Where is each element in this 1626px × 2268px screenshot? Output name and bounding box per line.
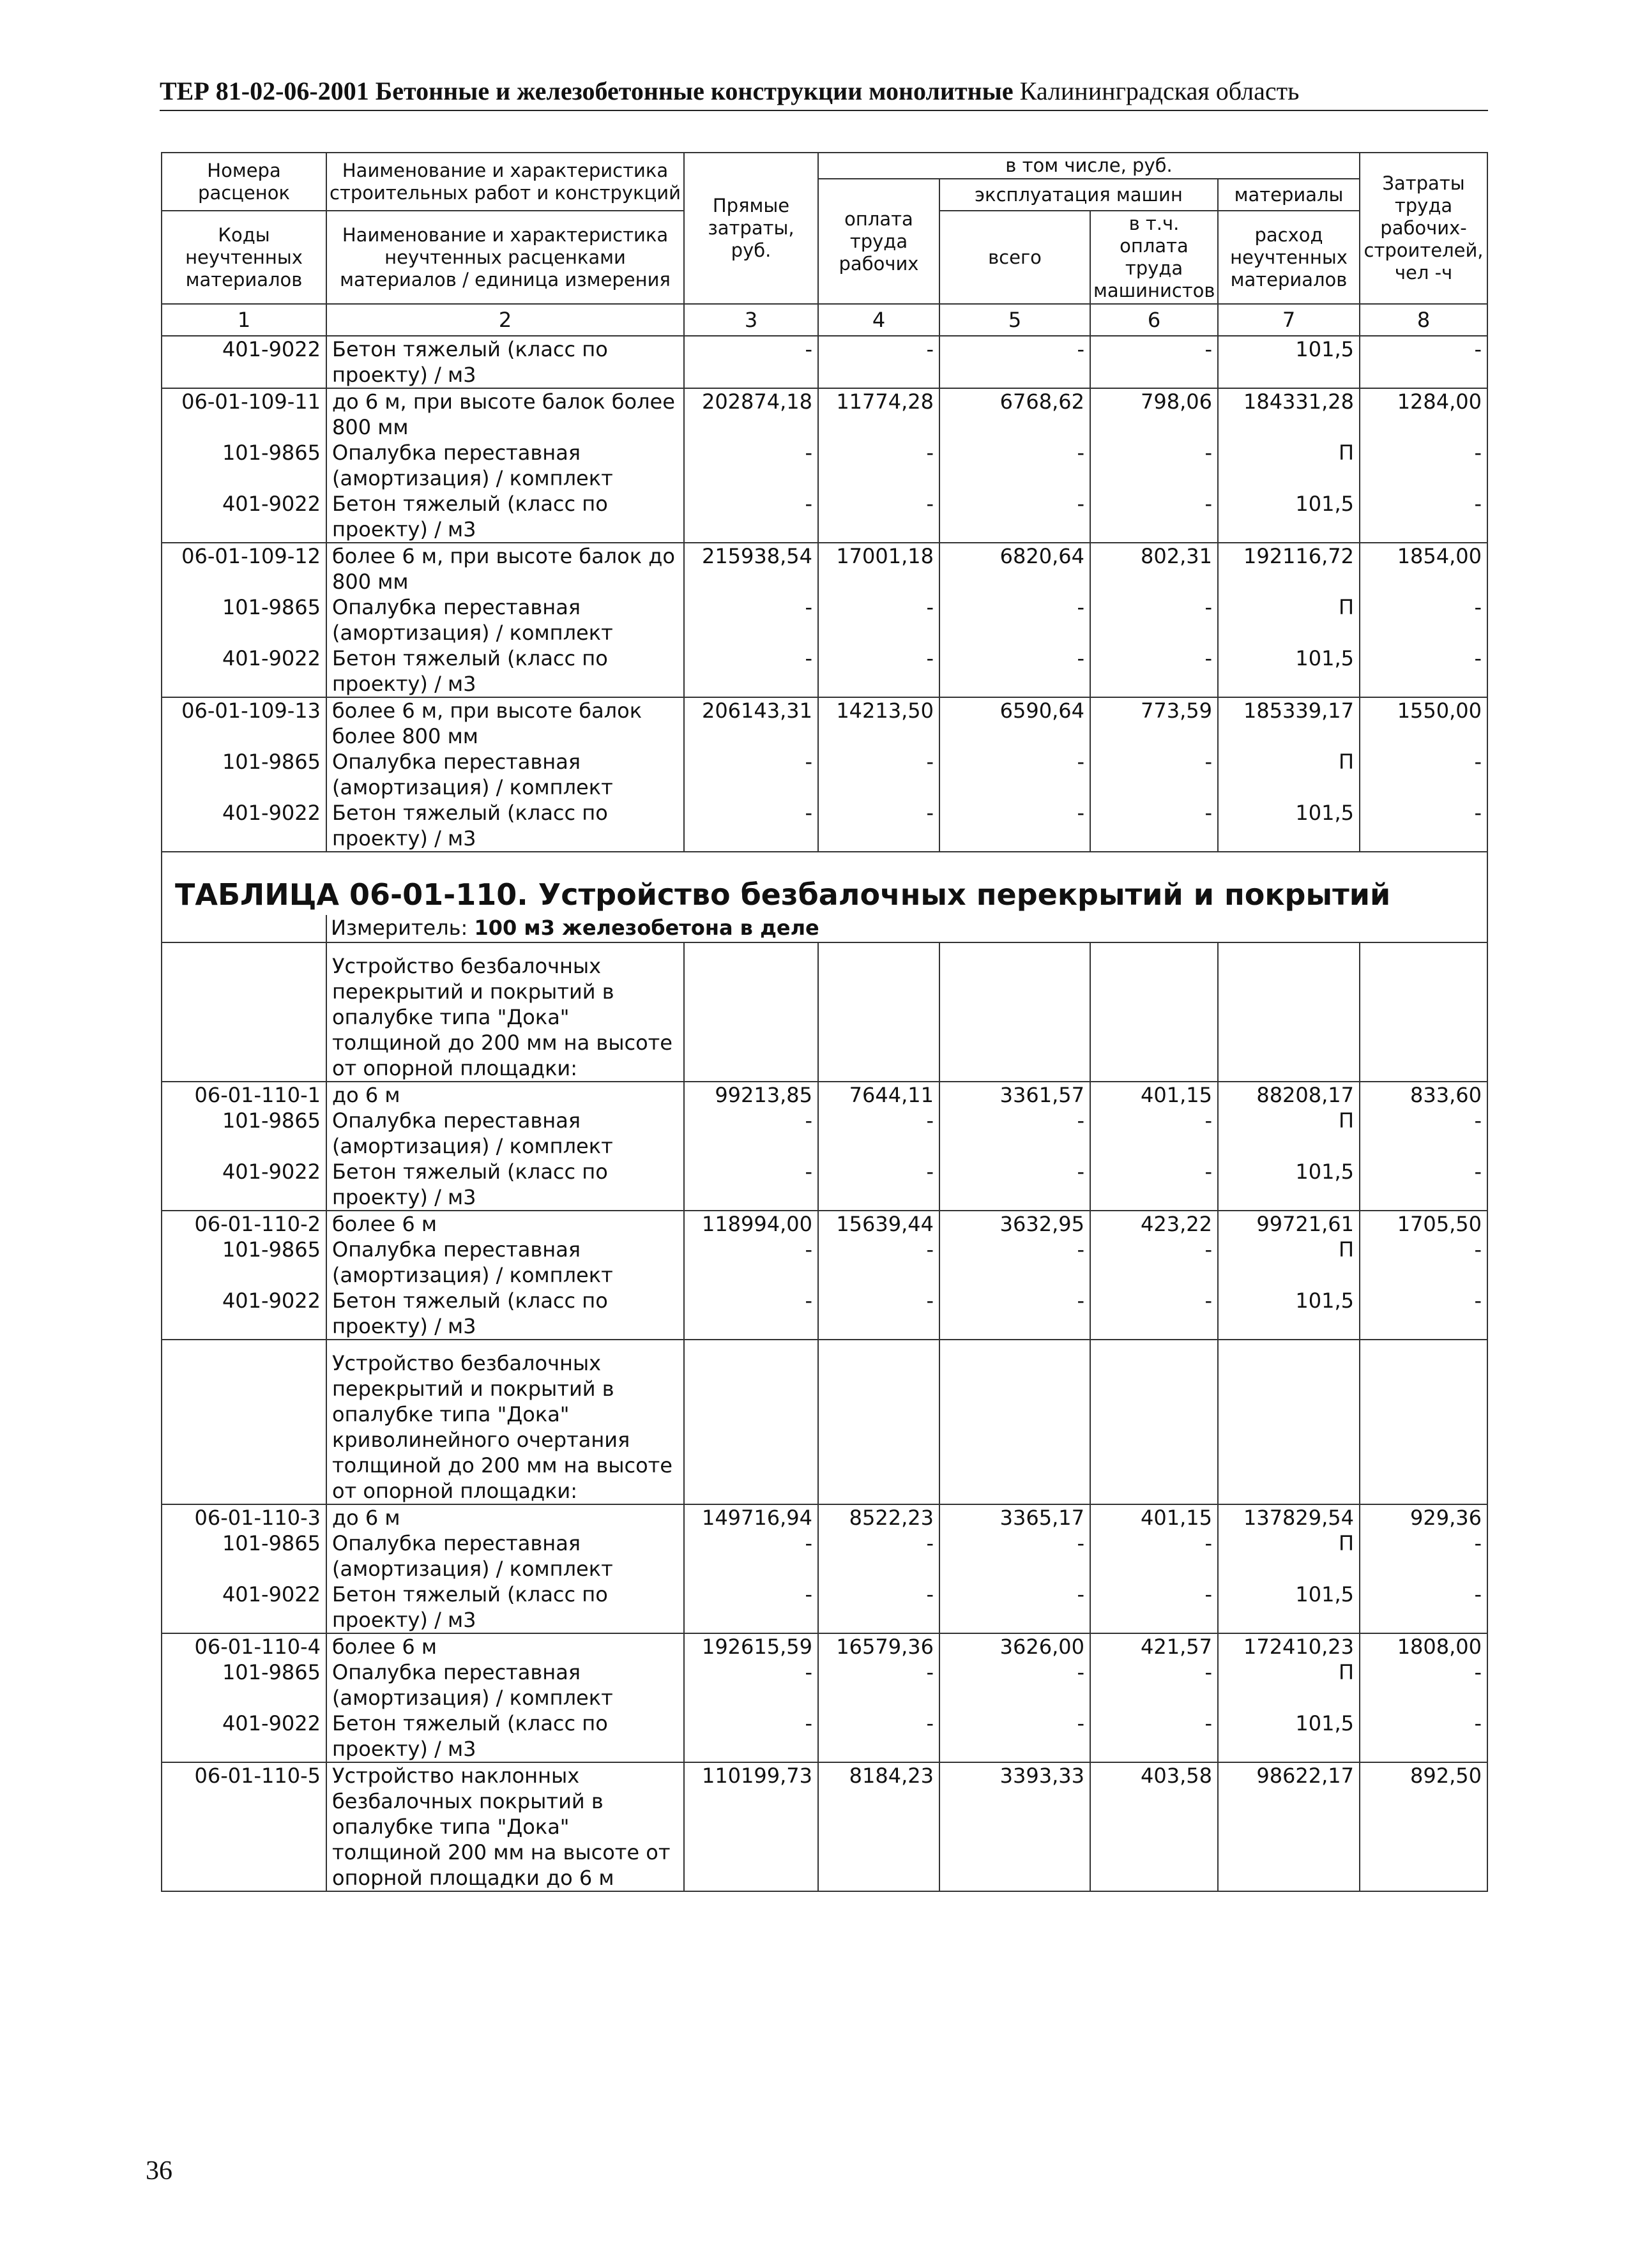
value-cell-c5: - bbox=[939, 336, 1090, 388]
value-cell-c4: - bbox=[818, 491, 939, 543]
value-cell-c5: - bbox=[939, 1711, 1090, 1762]
value-cell-c8: - bbox=[1360, 1711, 1487, 1762]
value-cell-c4: - bbox=[818, 1711, 939, 1762]
col-number: 4 bbox=[818, 304, 939, 336]
rate-code-cell: 401-9022 bbox=[162, 336, 326, 388]
value-cell-c7: 184331,28 bbox=[1218, 388, 1360, 440]
table-row bbox=[162, 1237, 1487, 1288]
value-cell-c5: - bbox=[939, 440, 1090, 491]
measure-empty-cell bbox=[162, 915, 326, 942]
value-cell-c6: 403,58 bbox=[1090, 1762, 1218, 1891]
section-intro-curved: Устройство безбалочных перекрытий и покрытий в опалубке типа "Дока" криволинейного очертания толщиной до 200 мм на высоте от опорной площадки: bbox=[326, 1340, 684, 1504]
rate-code-cell: 401-9022 bbox=[162, 1711, 326, 1762]
value-cell-c4: - bbox=[818, 1531, 939, 1582]
value-cell-c3: 215938,54 bbox=[684, 543, 818, 594]
value-cell-c4: 15639,44 bbox=[818, 1211, 939, 1237]
description-cell: Бетон тяжелый (класс по проекту) / м3 bbox=[326, 1288, 684, 1340]
value-cell-c8: - bbox=[1360, 1659, 1487, 1711]
col-header-machines-total: всего bbox=[939, 211, 1090, 304]
value-cell-c7: 101,5 bbox=[1218, 491, 1360, 543]
value-cell-c8: - bbox=[1360, 1288, 1487, 1340]
value-cell-c3: - bbox=[684, 1582, 818, 1633]
value-cell-c7: 88208,17 bbox=[1218, 1082, 1360, 1108]
page-number: 36 bbox=[146, 2156, 172, 2186]
description-cell: до 6 м bbox=[326, 1082, 684, 1108]
intro-empty-cell bbox=[1218, 942, 1360, 1082]
rate-code-cell: 101-9865 bbox=[162, 440, 326, 491]
table-row bbox=[162, 1711, 1487, 1762]
value-cell-c6: - bbox=[1090, 800, 1218, 852]
description-cell: Бетон тяжелый (класс по проекту) / м3 bbox=[326, 646, 684, 697]
rate-code-cell: 06-01-110-5 bbox=[162, 1762, 326, 1891]
description-cell: Опалубка переставная (амортизация) / комплект bbox=[326, 1237, 684, 1288]
description-cell: Бетон тяжелый (класс по проекту) / м3 bbox=[326, 1582, 684, 1633]
table-row bbox=[162, 1288, 1487, 1340]
value-cell-c4: - bbox=[818, 1582, 939, 1633]
value-cell-c8: 833,60 bbox=[1360, 1082, 1487, 1108]
value-cell-c7: 101,5 bbox=[1218, 800, 1360, 852]
measure-line bbox=[326, 915, 1487, 942]
table-row bbox=[162, 800, 1487, 852]
col-header-operator-wages: в т.ч. оплата труда машинистов bbox=[1090, 211, 1218, 304]
value-cell-c7: П bbox=[1218, 1531, 1360, 1582]
value-cell-c3: - bbox=[684, 749, 818, 800]
rate-code-cell: 06-01-109-13 bbox=[162, 697, 326, 749]
table-row bbox=[162, 594, 1487, 646]
intro-empty-cell bbox=[684, 942, 818, 1082]
col-number: 7 bbox=[1218, 304, 1360, 336]
value-cell-c8: 1808,00 bbox=[1360, 1633, 1487, 1659]
value-cell-c4: - bbox=[818, 646, 939, 697]
table-header bbox=[162, 153, 1487, 336]
value-cell-c4: - bbox=[818, 1237, 939, 1288]
table-row bbox=[162, 646, 1487, 697]
value-cell-c4: - bbox=[818, 1288, 939, 1340]
table-row bbox=[162, 1211, 1487, 1237]
value-cell-c7: 137829,54 bbox=[1218, 1504, 1360, 1531]
description-cell: Бетон тяжелый (класс по проекту) / м3 bbox=[326, 1711, 684, 1762]
table-110-title: ТАБЛИЦА 06-01-110. Устройство безбалочных перекрытий и покрытий bbox=[162, 852, 1487, 915]
value-cell-c8: 1854,00 bbox=[1360, 543, 1487, 594]
value-cell-c4: - bbox=[818, 336, 939, 388]
value-cell-c3: - bbox=[684, 440, 818, 491]
value-cell-c7: 101,5 bbox=[1218, 336, 1360, 388]
intro-empty-cell bbox=[684, 1340, 818, 1504]
table-row bbox=[162, 1659, 1487, 1711]
value-cell-c3: - bbox=[684, 594, 818, 646]
value-cell-c3: - bbox=[684, 1711, 818, 1762]
col-header-including: в том числе, руб. bbox=[818, 153, 1360, 179]
value-cell-c3: - bbox=[684, 1288, 818, 1340]
value-cell-c6: - bbox=[1090, 440, 1218, 491]
intro-empty-cell bbox=[162, 942, 326, 1082]
value-cell-c6: 773,59 bbox=[1090, 697, 1218, 749]
description-cell: до 6 м, при высоте балок более 800 мм bbox=[326, 388, 684, 440]
value-cell-c8: - bbox=[1360, 1237, 1487, 1288]
value-cell-c5: - bbox=[939, 800, 1090, 852]
description-cell: Бетон тяжелый (класс по проекту) / м3 bbox=[326, 1159, 684, 1211]
value-cell-c5: - bbox=[939, 1582, 1090, 1633]
value-cell-c4: 11774,28 bbox=[818, 388, 939, 440]
value-cell-c7: 99721,61 bbox=[1218, 1211, 1360, 1237]
value-cell-c6: - bbox=[1090, 491, 1218, 543]
rate-code-cell: 401-9022 bbox=[162, 646, 326, 697]
value-cell-c3: 192615,59 bbox=[684, 1633, 818, 1659]
col-number: 2 bbox=[326, 304, 684, 336]
col-number: 1 bbox=[162, 304, 326, 336]
value-cell-c5: - bbox=[939, 1159, 1090, 1211]
value-cell-c3: - bbox=[684, 800, 818, 852]
column-numbers-row bbox=[162, 304, 1487, 336]
value-cell-c8: 892,50 bbox=[1360, 1762, 1487, 1891]
description-cell: Бетон тяжелый (класс по проекту) / м3 bbox=[326, 491, 684, 543]
value-cell-c6: - bbox=[1090, 1531, 1218, 1582]
value-cell-c7: 172410,23 bbox=[1218, 1633, 1360, 1659]
value-cell-c5: 6820,64 bbox=[939, 543, 1090, 594]
measure-label: Измеритель: bbox=[331, 916, 468, 940]
value-cell-c5: 6590,64 bbox=[939, 697, 1090, 749]
col-header-material-codes: Коды неучтенных материалов bbox=[162, 211, 326, 304]
intro-empty-cell bbox=[1090, 942, 1218, 1082]
value-cell-c7: 101,5 bbox=[1218, 1582, 1360, 1633]
value-cell-c5: 3365,17 bbox=[939, 1504, 1090, 1531]
rate-code-cell: 401-9022 bbox=[162, 1159, 326, 1211]
value-cell-c7: 101,5 bbox=[1218, 1288, 1360, 1340]
value-cell-c5: 3626,00 bbox=[939, 1633, 1090, 1659]
table-row bbox=[162, 543, 1487, 594]
table-row bbox=[162, 697, 1487, 749]
rate-code-cell: 06-01-109-11 bbox=[162, 388, 326, 440]
value-cell-c8: - bbox=[1360, 800, 1487, 852]
value-cell-c6: 423,22 bbox=[1090, 1211, 1218, 1237]
intro-empty-cell bbox=[818, 1340, 939, 1504]
value-cell-c4: 16579,36 bbox=[818, 1633, 939, 1659]
value-cell-c7: П bbox=[1218, 1237, 1360, 1288]
value-cell-c7: 192116,72 bbox=[1218, 543, 1360, 594]
value-cell-c7: П bbox=[1218, 594, 1360, 646]
value-cell-c8: 1284,00 bbox=[1360, 388, 1487, 440]
table-row bbox=[162, 1531, 1487, 1582]
table-row bbox=[162, 1159, 1487, 1211]
value-cell-c5: 3632,95 bbox=[939, 1211, 1090, 1237]
value-cell-c4: 8522,23 bbox=[818, 1504, 939, 1531]
col-number: 5 bbox=[939, 304, 1090, 336]
rows-table-110-flat bbox=[162, 1082, 1487, 1340]
intro-empty-cell bbox=[939, 942, 1090, 1082]
value-cell-c6: 401,15 bbox=[1090, 1082, 1218, 1108]
value-cell-c6: - bbox=[1090, 749, 1218, 800]
rate-code-cell: 101-9865 bbox=[162, 749, 326, 800]
rate-code-cell: 101-9865 bbox=[162, 594, 326, 646]
col-header-rate-numbers: Номера расценок bbox=[162, 153, 326, 211]
value-cell-c3: 118994,00 bbox=[684, 1211, 818, 1237]
measure-value: 100 м3 железобетона в деле bbox=[474, 916, 819, 940]
description-cell: Бетон тяжелый (класс по проекту) / м3 bbox=[326, 336, 684, 388]
section-curved-heading bbox=[162, 1340, 1487, 1504]
value-cell-c7: 101,5 bbox=[1218, 646, 1360, 697]
table-110-heading bbox=[162, 852, 1487, 1082]
value-cell-c7: П bbox=[1218, 749, 1360, 800]
col-header-direct-costs: Прямые затраты, руб. bbox=[684, 153, 818, 304]
value-cell-c6: 421,57 bbox=[1090, 1633, 1218, 1659]
table-row bbox=[162, 1762, 1487, 1891]
value-cell-c8: - bbox=[1360, 1531, 1487, 1582]
rate-code-cell: 401-9022 bbox=[162, 800, 326, 852]
col-header-material-name: Наименование и характеристика неучтенных расценками материалов / единица измерения bbox=[326, 211, 684, 304]
rate-code-cell: 101-9865 bbox=[162, 1237, 326, 1288]
description-cell: Опалубка переставная (амортизация) / комплект bbox=[326, 440, 684, 491]
value-cell-c5: - bbox=[939, 594, 1090, 646]
col-header-worker-wages: оплата труда рабочих bbox=[818, 179, 939, 304]
rate-code-cell: 101-9865 bbox=[162, 1659, 326, 1711]
col-header-work-name: Наименование и характеристика строительных работ и конструкций bbox=[326, 153, 684, 211]
value-cell-c3: - bbox=[684, 336, 818, 388]
value-cell-c7: 101,5 bbox=[1218, 1159, 1360, 1211]
table-row bbox=[162, 491, 1487, 543]
value-cell-c6: - bbox=[1090, 1159, 1218, 1211]
rate-code-cell: 06-01-110-2 bbox=[162, 1211, 326, 1237]
header-region: Калининградская область bbox=[1019, 77, 1300, 105]
value-cell-c4: 14213,50 bbox=[818, 697, 939, 749]
section-intro-flat: Устройство безбалочных перекрытий и покрытий в опалубке типа "Дока" толщиной до 200 мм на высоте от опорной площадки: bbox=[326, 942, 684, 1082]
intro-empty-cell bbox=[1090, 1340, 1218, 1504]
value-cell-c5: - bbox=[939, 491, 1090, 543]
value-cell-c3: - bbox=[684, 646, 818, 697]
description-cell: более 6 м bbox=[326, 1633, 684, 1659]
table-row bbox=[162, 1108, 1487, 1159]
description-cell: более 6 м, при высоте балок до 800 мм bbox=[326, 543, 684, 594]
rate-code-cell: 06-01-110-1 bbox=[162, 1082, 326, 1108]
value-cell-c5: - bbox=[939, 1659, 1090, 1711]
value-cell-c5: 3393,33 bbox=[939, 1762, 1090, 1891]
value-cell-c8: - bbox=[1360, 646, 1487, 697]
value-cell-c8: - bbox=[1360, 440, 1487, 491]
table-row bbox=[162, 749, 1487, 800]
value-cell-c8: - bbox=[1360, 1159, 1487, 1211]
description-cell: Опалубка переставная (амортизация) / комплект bbox=[326, 594, 684, 646]
table-row bbox=[162, 1582, 1487, 1633]
value-cell-c4: - bbox=[818, 1108, 939, 1159]
rows-table-109 bbox=[162, 336, 1487, 852]
value-cell-c6: - bbox=[1090, 1659, 1218, 1711]
table-row bbox=[162, 1082, 1487, 1108]
description-cell: более 6 м, при высоте балок более 800 мм bbox=[326, 697, 684, 749]
table-row bbox=[162, 1633, 1487, 1659]
value-cell-c3: 99213,85 bbox=[684, 1082, 818, 1108]
table-row bbox=[162, 440, 1487, 491]
value-cell-c6: - bbox=[1090, 1288, 1218, 1340]
value-cell-c4: - bbox=[818, 800, 939, 852]
value-cell-c8: 1550,00 bbox=[1360, 697, 1487, 749]
value-cell-c6: 798,06 bbox=[1090, 388, 1218, 440]
value-cell-c6: - bbox=[1090, 646, 1218, 697]
value-cell-c4: - bbox=[818, 440, 939, 491]
value-cell-c6: - bbox=[1090, 1711, 1218, 1762]
rate-code-cell: 101-9865 bbox=[162, 1531, 326, 1582]
value-cell-c4: 8184,23 bbox=[818, 1762, 939, 1891]
table-row bbox=[162, 336, 1487, 388]
rate-code-cell: 101-9865 bbox=[162, 1108, 326, 1159]
value-cell-c4: - bbox=[818, 1659, 939, 1711]
value-cell-c8: - bbox=[1360, 1108, 1487, 1159]
col-number: 8 bbox=[1360, 304, 1487, 336]
rates-table bbox=[161, 152, 1488, 1892]
intro-empty-cell bbox=[939, 1340, 1090, 1504]
description-cell: Опалубка переставная (амортизация) / комплект bbox=[326, 1659, 684, 1711]
value-cell-c5: - bbox=[939, 646, 1090, 697]
rate-code-cell: 401-9022 bbox=[162, 491, 326, 543]
table-row bbox=[162, 1504, 1487, 1531]
description-cell: Опалубка переставная (амортизация) / комплект bbox=[326, 1531, 684, 1582]
value-cell-c3: - bbox=[684, 491, 818, 543]
description-cell: Устройство наклонных безбалочных покрытий в опалубке типа "Дока" толщиной 200 мм на высоте от опорной площадки до 6 м bbox=[326, 1762, 684, 1891]
rate-code-cell: 401-9022 bbox=[162, 1582, 326, 1633]
value-cell-c6: - bbox=[1090, 1237, 1218, 1288]
description-cell: более 6 м bbox=[326, 1211, 684, 1237]
table-row bbox=[162, 388, 1487, 440]
rate-code-cell: 06-01-110-3 bbox=[162, 1504, 326, 1531]
value-cell-c5: 6768,62 bbox=[939, 388, 1090, 440]
col-number: 3 bbox=[684, 304, 818, 336]
value-cell-c5: - bbox=[939, 1108, 1090, 1159]
value-cell-c4: 7644,11 bbox=[818, 1082, 939, 1108]
document-header bbox=[160, 75, 1488, 111]
value-cell-c6: - bbox=[1090, 594, 1218, 646]
value-cell-c7: П bbox=[1218, 1108, 1360, 1159]
value-cell-c6: - bbox=[1090, 1582, 1218, 1633]
rate-code-cell: 401-9022 bbox=[162, 1288, 326, 1340]
value-cell-c8: - bbox=[1360, 1582, 1487, 1633]
value-cell-c4: - bbox=[818, 749, 939, 800]
value-cell-c8: - bbox=[1360, 491, 1487, 543]
value-cell-c3: 202874,18 bbox=[684, 388, 818, 440]
value-cell-c6: 401,15 bbox=[1090, 1504, 1218, 1531]
col-header-material-consumption: расход неучтенных материалов bbox=[1218, 211, 1360, 304]
description-cell: Опалубка переставная (амортизация) / комплект bbox=[326, 1108, 684, 1159]
value-cell-c4: - bbox=[818, 1159, 939, 1211]
value-cell-c3: 206143,31 bbox=[684, 697, 818, 749]
value-cell-c7: 98622,17 bbox=[1218, 1762, 1360, 1891]
value-cell-c5: - bbox=[939, 1237, 1090, 1288]
value-cell-c5: - bbox=[939, 1531, 1090, 1582]
intro-empty-cell bbox=[1360, 942, 1487, 1082]
value-cell-c7: П bbox=[1218, 440, 1360, 491]
value-cell-c3: 149716,94 bbox=[684, 1504, 818, 1531]
value-cell-c3: - bbox=[684, 1159, 818, 1211]
value-cell-c4: - bbox=[818, 594, 939, 646]
value-cell-c7: П bbox=[1218, 1659, 1360, 1711]
description-cell: до 6 м bbox=[326, 1504, 684, 1531]
value-cell-c3: 110199,73 bbox=[684, 1762, 818, 1891]
value-cell-c5: - bbox=[939, 1288, 1090, 1340]
col-number: 6 bbox=[1090, 304, 1218, 336]
rate-code-cell: 06-01-110-4 bbox=[162, 1633, 326, 1659]
intro-empty-cell bbox=[1218, 1340, 1360, 1504]
intro-empty-cell bbox=[162, 1340, 326, 1504]
col-header-machines: эксплуатация машин bbox=[939, 179, 1218, 211]
value-cell-c3: - bbox=[684, 1659, 818, 1711]
col-header-materials: материалы bbox=[1218, 179, 1360, 211]
value-cell-c3: - bbox=[684, 1531, 818, 1582]
value-cell-c6: - bbox=[1090, 1108, 1218, 1159]
value-cell-c3: - bbox=[684, 1108, 818, 1159]
value-cell-c4: 17001,18 bbox=[818, 543, 939, 594]
value-cell-c6: - bbox=[1090, 336, 1218, 388]
description-cell: Бетон тяжелый (класс по проекту) / м3 bbox=[326, 800, 684, 852]
value-cell-c6: 802,31 bbox=[1090, 543, 1218, 594]
value-cell-c8: 1705,50 bbox=[1360, 1211, 1487, 1237]
intro-empty-cell bbox=[818, 942, 939, 1082]
value-cell-c7: 101,5 bbox=[1218, 1711, 1360, 1762]
description-cell: Опалубка переставная (амортизация) / комплект bbox=[326, 749, 684, 800]
col-header-labor-hours: Затраты труда рабочих-строителей, чел -ч bbox=[1360, 153, 1487, 304]
value-cell-c3: - bbox=[684, 1237, 818, 1288]
rate-code-cell: 06-01-109-12 bbox=[162, 543, 326, 594]
value-cell-c7: 185339,17 bbox=[1218, 697, 1360, 749]
value-cell-c8: - bbox=[1360, 336, 1487, 388]
value-cell-c8: - bbox=[1360, 749, 1487, 800]
value-cell-c5: - bbox=[939, 749, 1090, 800]
value-cell-c5: 3361,57 bbox=[939, 1082, 1090, 1108]
value-cell-c8: - bbox=[1360, 594, 1487, 646]
rows-table-110-curved bbox=[162, 1504, 1487, 1891]
value-cell-c8: 929,36 bbox=[1360, 1504, 1487, 1531]
intro-empty-cell bbox=[1360, 1340, 1487, 1504]
header-title: ТЕР 81-02-06-2001 Бетонные и железобетонные конструкции монолитные bbox=[160, 77, 1014, 105]
